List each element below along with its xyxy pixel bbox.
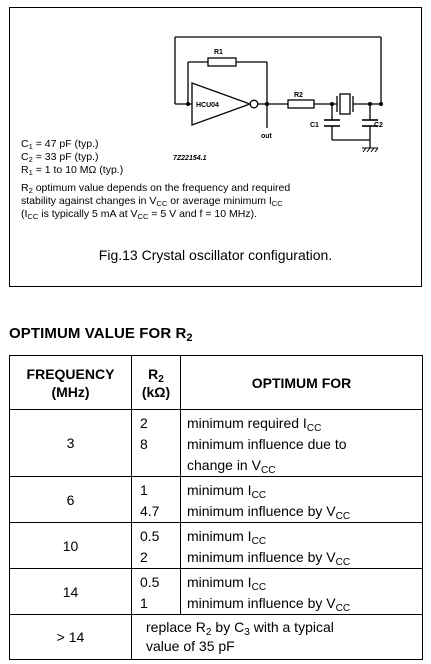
figure-box (9, 7, 422, 287)
table-header-row (10, 356, 423, 410)
cell-r2: 1 4.7 (132, 477, 181, 523)
cell-frequency: 14 (10, 569, 132, 615)
label-c1: C1 (310, 122, 319, 129)
label-out: out (261, 133, 272, 140)
spec-c1: $C_1 = 47$ pF (typ.) (21, 138, 99, 152)
label-r2: R2 (294, 92, 303, 99)
spec-c2: $C_2 = 33$ pF (typ.) (21, 151, 99, 165)
cell-frequency: 6 (10, 477, 132, 523)
table-row (10, 477, 423, 523)
cell-replace-note: replace $R_2$ by $C_3$ with a typical value of 35 pF (132, 615, 423, 660)
optimum-value-table (9, 355, 423, 660)
note-line-1: $R_2$ optimum value depends on the frequency and required (21, 182, 291, 196)
cell-optimum-for: minimum $I_{CC}$ minimum influence by $V_{CC}$ (181, 569, 423, 615)
cell-r2: 0.5 2 (132, 523, 181, 569)
resistor-r1-symbol (208, 58, 236, 66)
cell-optimum-for: minimum required $I_{CC}$ minimum influence due to change in $V_{CC}$ (181, 410, 423, 477)
label-r1: R1 (214, 49, 223, 56)
cell-optimum-for: minimum $I_{CC}$ minimum influence by $V_{CC}$ (181, 477, 423, 523)
capacitor-c1-symbol (324, 120, 340, 126)
header-optimum-for: OPTIMUM FOR (181, 356, 423, 410)
figure-caption: Fig.13 Crystal oscillator configuration. (98, 247, 333, 263)
table-row (10, 410, 423, 477)
inverter-bubble (250, 100, 258, 108)
label-c2: C2 (374, 122, 383, 129)
note-line-3: ($I_{CC}$ is typically 5 mA at $V_{CC} = 5$ V and f = 10 MHz). (21, 208, 257, 222)
header-r2: $R_2$ (kΩ) (132, 356, 181, 410)
cell-r2: 0.5 1 (132, 569, 181, 615)
cell-frequency: 10 (10, 523, 132, 569)
cell-optimum-for: minimum $I_{CC}$ minimum influence by $V_{CC}$ (181, 523, 423, 569)
ground-symbol (362, 148, 378, 152)
cell-frequency: > 14 (10, 615, 132, 660)
note-line-2: stability against changes in $V_{CC}$ or average minimum $I_{CC}$ (21, 195, 283, 209)
table-row (10, 615, 423, 660)
label-hcu04: HCU04 (196, 102, 219, 109)
cell-r2: 2 8 (132, 410, 181, 477)
header-frequency: FREQUENCY (MHz) (10, 356, 132, 410)
table-row (10, 523, 423, 569)
resistor-r2-symbol (288, 100, 314, 108)
spec-r1: $R_1 = 1$ to 10 MΩ (typ.) (21, 164, 124, 178)
section-title: OPTIMUM VALUE FOR $R_2$ (9, 325, 193, 345)
table-row (10, 569, 423, 615)
cell-frequency: 3 (10, 410, 132, 477)
crystal-symbol (337, 94, 353, 114)
drawing-code: 7Z22154.1 (173, 155, 207, 162)
